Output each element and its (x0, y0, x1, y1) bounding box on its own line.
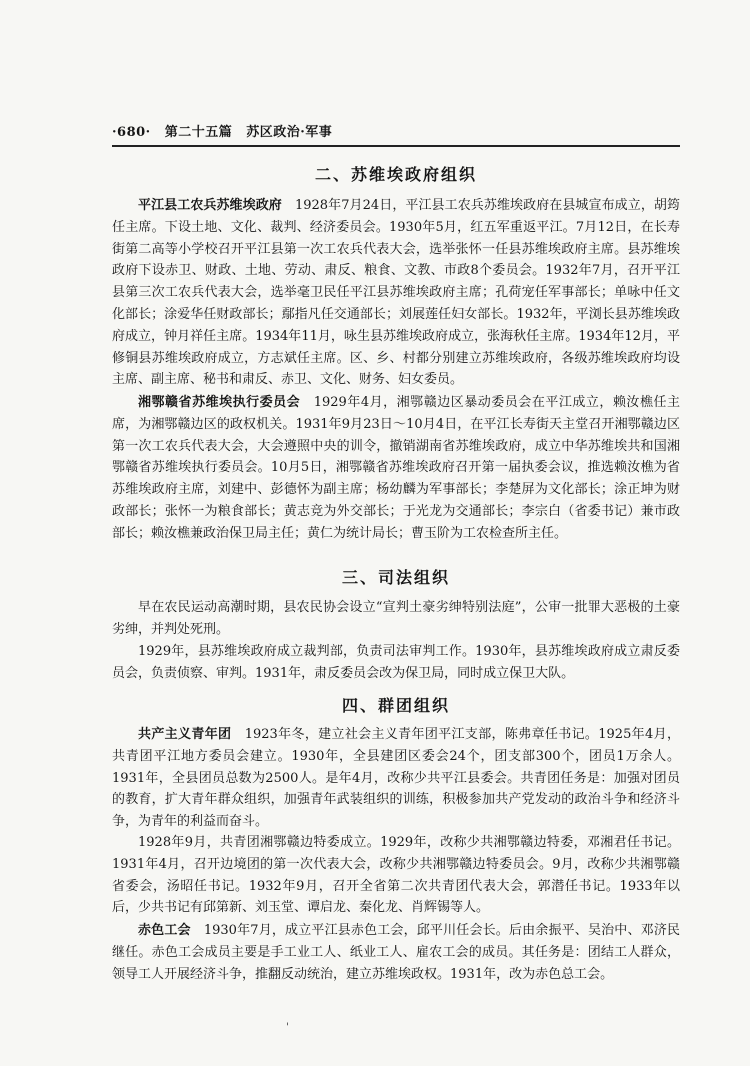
paragraph-body: 早在农民运动高潮时期，县农民协会设立“宣判土豪劣绅特别法庭”，公审一批罪大恶极的土豪劣绅，并判处死刑。 (112, 600, 680, 637)
paragraph-body: 1929年，县苏维埃政府成立裁判部，负责司法审判工作。1930年，县苏维埃政府成立肃反委员会，负责侦察、审判。1931年，肃反委员会改为保卫局，同时成立保卫大队。 (112, 644, 680, 681)
paragraph-body: 1930年7月，成立平江县赤色工会，邱平川任会长。后由余振平、吴治中、邓济民继任。赤色工会成员主要是手工业工人、纸业工人、雇农工会的成员。其任务是：团结工人群众，领导工人开展经济斗争，推翻反动统治，建立苏维埃政权。1931年，改为赤色总工会。 (112, 923, 680, 982)
chapter-label: 第二十五篇 (164, 125, 233, 140)
paragraph-body: 1923年冬，建立社会主义青年团平江支部，陈弗章任书记。1925年4月，共青团平江地方委员会建立。1930年，全县建团区委会24个，团支部300个，团员1万余人。1931年，全县团员总数为2500人。是年4月，改称少共平江县委会。共青团任务是：加强对团员的教育，扩大青年群众组织，加强青年武装组织的训练，积极参加共产党发动的政治斗争和经济斗争，为青年的利益而奋斗。 (112, 727, 680, 830)
paragraph-xiangegan-soviet (112, 392, 680, 545)
paragraph-youth-league-special-committee (112, 832, 680, 919)
paragraph-body: 1928年7月24日，平江县工农兵苏维埃政府在县城宣布成立，胡筠任主席。下设土地、文化、裁判、经济委员会。1930年5月，红五军重返平江。7月12日，在长寿街第二高等小学校召开平江县第一次工农兵代表大会，选举张怀一任县苏维埃政府主席。县苏维埃政府下设赤卫、财政、土地、劳动、肃反、粮食、文教、市政8个委员会。1932年7月，召开平江县第三次工农兵代表大会，选举毫卫民任平江县苏维埃政府主席；孔荷宠任军事部长；单咏中任文化部长；涂爱华任财政部长；鄢指凡任交通部长；刘展莲任妇女部长。1932年，平浏长县苏维埃政府成立，钟月祥任主席。1934年11月，咏生县苏维埃政府成立，张海秋任主席。1934年12月，平修铜县苏维埃政府成立，方志斌任主席。区、乡、村都分别建立苏维埃政府，各级苏维埃政府均设主席、副主席、秘书和肃反、赤卫、文化、财务、妇女委员。 (112, 198, 680, 388)
paragraph-red-union (112, 920, 680, 985)
header-rule (112, 145, 680, 147)
paragraph-pingjiang-soviet (112, 195, 680, 391)
paragraph-judicial-2 (112, 641, 680, 685)
page-number: ·680· (112, 125, 151, 140)
section-title-judicial: 三、司法组织 (341, 568, 450, 587)
paragraph-youth-league (112, 724, 680, 833)
paragraph-lead: 湘鄂赣省苏维埃执行委员会 (138, 395, 301, 410)
paragraph-lead: 赤色工会 (138, 923, 191, 938)
section-title-government: 二、苏维埃政府组织 (314, 165, 477, 184)
scan-mark: ' (286, 1022, 289, 1033)
paragraph-body: 1929年4月，湘鄂赣边区暴动委员会在平江成立，赖汝樵任主席，为湘鄂赣边区的政权机关。1931年9月23日～10月4日，在平江长寿街天主堂召开湘鄂赣边区第一次工农兵代表大会，大会遵照中央的训令，撤销湖南省苏维埃政府，成立中华苏维埃共和国湘鄂赣省苏维埃执行委员会。10月5日，湘鄂赣省苏维埃政府召开第一届执委会议，推选赖汝樵为省苏维埃政府主席，刘建中、彭德怀为副主席；杨幼麟为军事部长；李楚屏为文化部长；涂正坤为财政部长；张怀一为粮食部长；黄志竞为外交部长；于光龙为交通部长；李宗白（省委书记）兼市政部长；赖汝樵兼政治保卫局主任；黄仁为统计局长；曹玉阶为工农检查所主任。 (112, 395, 680, 541)
chapter-section: 苏区政治·军事 (246, 125, 333, 140)
paragraph-lead: 共产主义青年团 (138, 727, 232, 742)
paragraph-lead: 平江县工农兵苏维埃政府 (138, 198, 282, 213)
running-header (112, 121, 678, 140)
paragraph-judicial-1 (112, 597, 680, 641)
paragraph-body: 1928年9月，共青团湘鄂赣边特委成立。1929年，改称少共湘鄂赣边特委，邓湘君任书记。1931年4月，召开边境团的第一次代表大会，改称少共湘鄂赣边特委员会。9月，改称少共湘鄂赣省委会，汤昭任书记。1932年9月，召开全省第二次共青团代表大会，郭潜任书记。1933年以后，少共书记有邱第新、刘玉堂、谭启龙、秦化龙、肖辉锡等人。 (112, 835, 680, 916)
section-title-mass-organizations: 四、群团组织 (341, 696, 450, 715)
